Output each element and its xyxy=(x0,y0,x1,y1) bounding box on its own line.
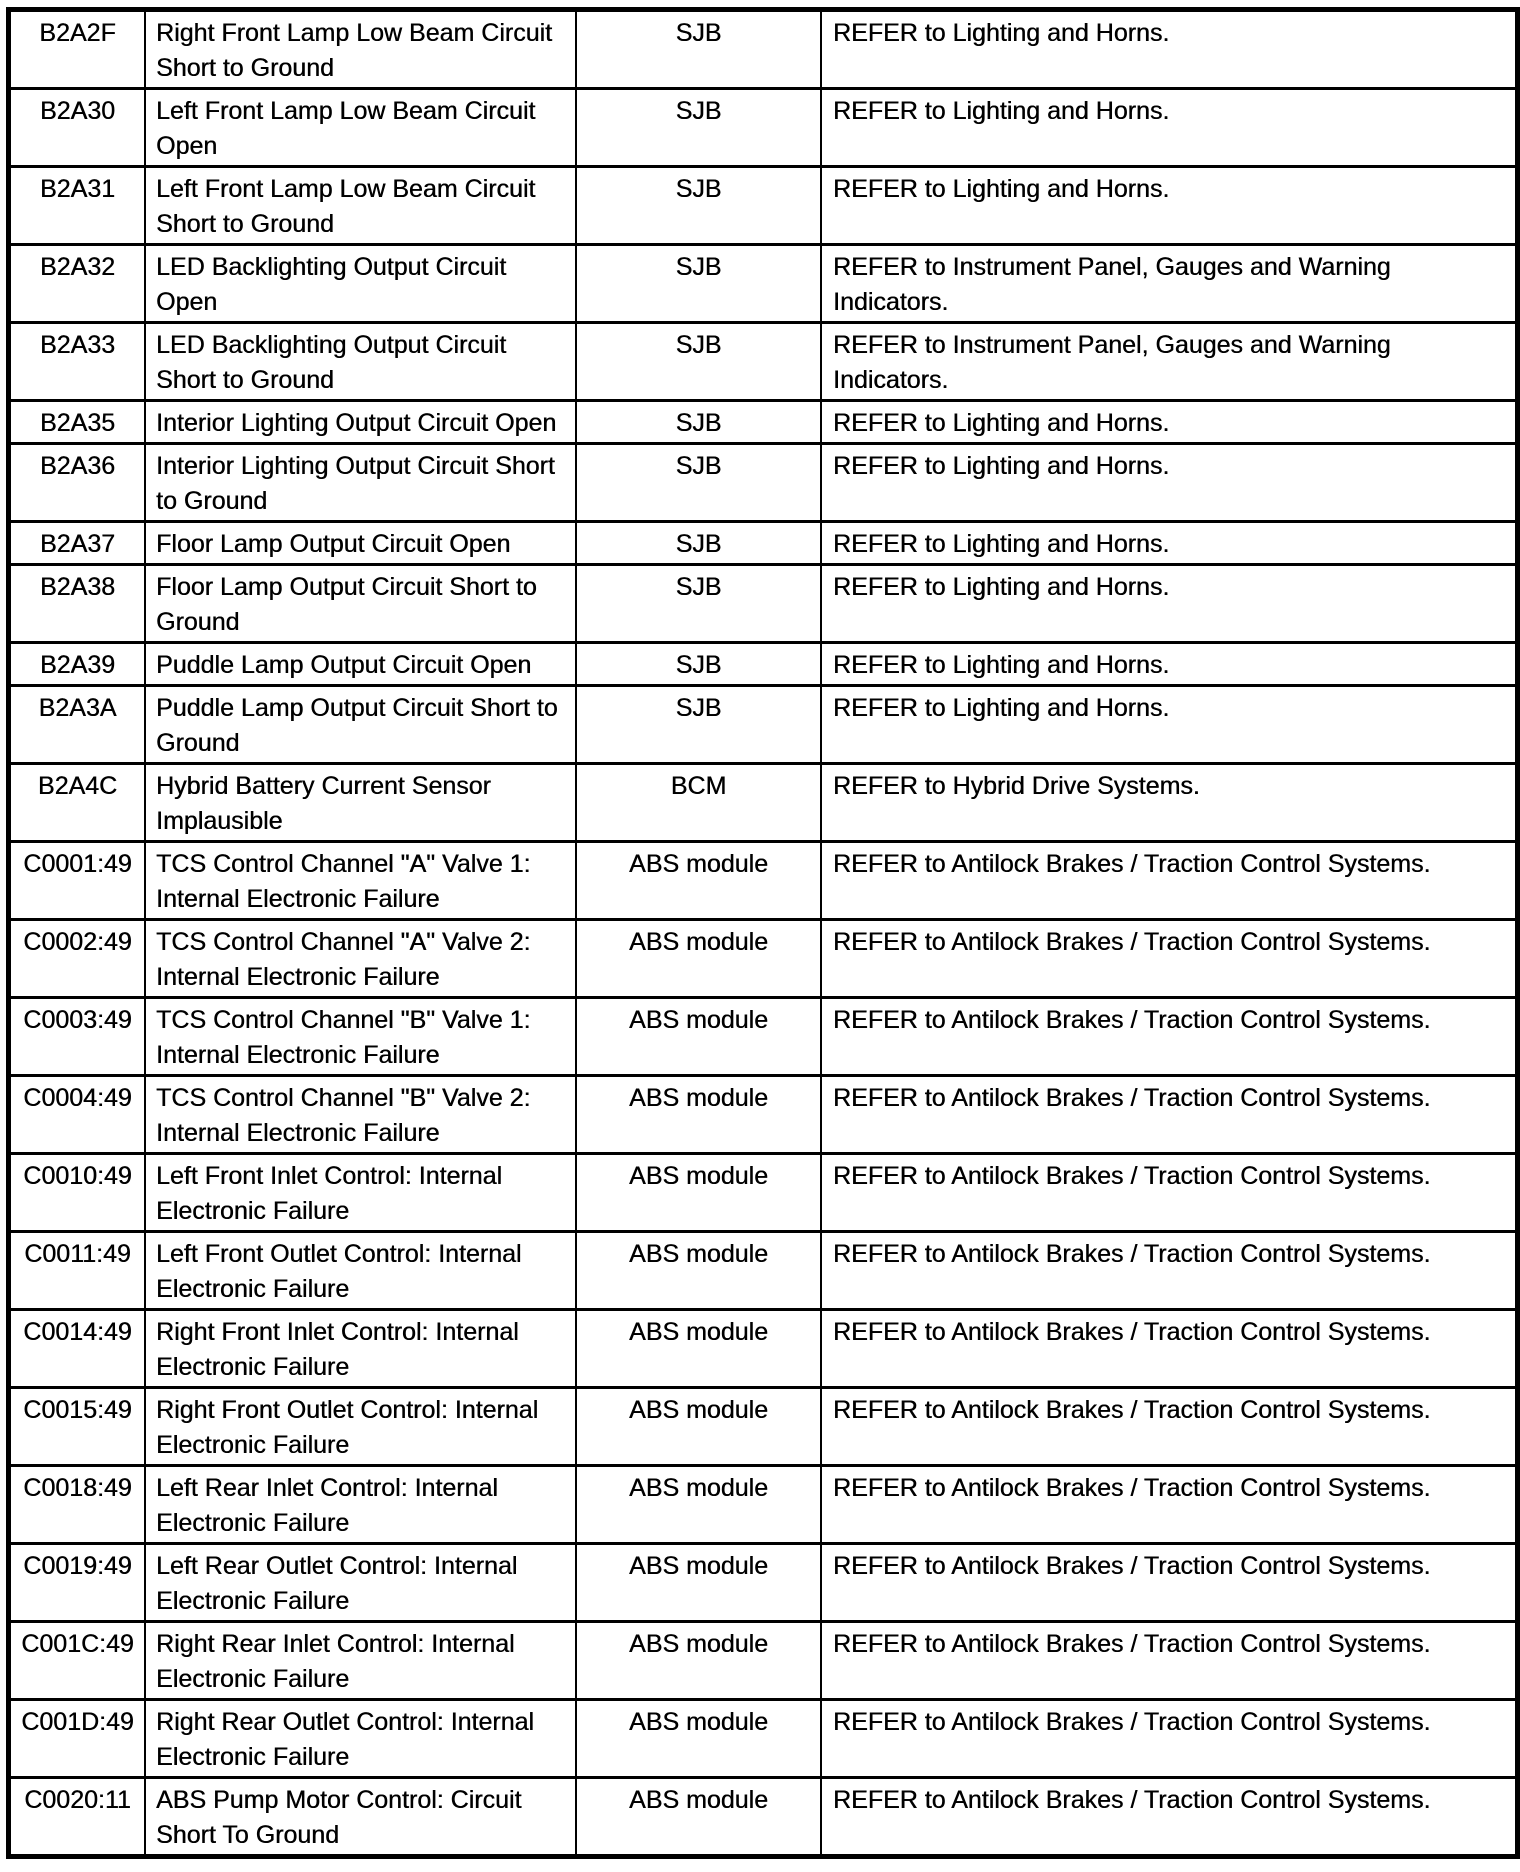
description-cell: TCS Control Channel "A" Valve 2: Internal Electronic Failure xyxy=(146,921,577,999)
table-row xyxy=(11,445,1515,523)
dtc-code-cell: B2A30 xyxy=(11,90,146,168)
dtc-code-cell: C0018:49 xyxy=(11,1467,146,1545)
table-row xyxy=(11,246,1515,324)
description-cell: Interior Lighting Output Circuit Short to Ground xyxy=(146,445,577,523)
action-cell: REFER to Antilock Brakes / Traction Control Systems. xyxy=(822,1545,1515,1623)
description-cell: Left Front Lamp Low Beam Circuit Short to Ground xyxy=(146,168,577,246)
table-row xyxy=(11,1545,1515,1623)
table-row xyxy=(11,1701,1515,1779)
table-row xyxy=(11,843,1515,921)
dtc-code-cell: B2A36 xyxy=(11,445,146,523)
action-cell: REFER to Antilock Brakes / Traction Control Systems. xyxy=(822,843,1515,921)
table-row xyxy=(11,402,1515,445)
description-cell: Right Rear Inlet Control: Internal Electronic Failure xyxy=(146,1623,577,1701)
table-row xyxy=(11,765,1515,843)
table-row xyxy=(11,324,1515,402)
module-cell: ABS module xyxy=(577,1623,822,1701)
action-cell: REFER to Antilock Brakes / Traction Control Systems. xyxy=(822,1155,1515,1233)
module-cell: ABS module xyxy=(577,921,822,999)
table-row xyxy=(11,1467,1515,1545)
module-cell: ABS module xyxy=(577,1389,822,1467)
module-cell: ABS module xyxy=(577,1779,822,1854)
action-cell: REFER to Lighting and Horns. xyxy=(822,644,1515,687)
dtc-code-cell: C0011:49 xyxy=(11,1233,146,1311)
module-cell: SJB xyxy=(577,644,822,687)
table-row xyxy=(11,90,1515,168)
action-cell: REFER to Antilock Brakes / Traction Control Systems. xyxy=(822,1623,1515,1701)
action-cell: REFER to Lighting and Horns. xyxy=(822,402,1515,445)
description-cell: Left Front Lamp Low Beam Circuit Open xyxy=(146,90,577,168)
module-cell: SJB xyxy=(577,168,822,246)
action-cell: REFER to Antilock Brakes / Traction Control Systems. xyxy=(833,1786,1431,1814)
module-cell: ABS module xyxy=(577,999,822,1077)
action-cell: REFER to Lighting and Horns. xyxy=(822,12,1515,90)
dtc-table-body xyxy=(11,12,1515,1854)
table-row xyxy=(11,1389,1515,1467)
action-cell: REFER to Lighting and Horns. xyxy=(822,566,1515,644)
dtc-code-cell: B2A2F xyxy=(11,12,146,90)
module-cell: SJB xyxy=(577,402,822,445)
action-cell: REFER to Antilock Brakes / Traction Control Systems. xyxy=(822,1467,1515,1545)
table-row xyxy=(11,999,1515,1077)
dtc-code-cell: C0001:49 xyxy=(11,843,146,921)
description-cell: ABS Pump Motor Control: Circuit Short To Ground xyxy=(146,1779,577,1854)
action-cell: REFER to Lighting and Horns. xyxy=(822,687,1515,765)
table-row xyxy=(11,1233,1515,1311)
dtc-code-cell: C0019:49 xyxy=(11,1545,146,1623)
dtc-code-cell: C0010:49 xyxy=(11,1155,146,1233)
dtc-code-cell: B2A3A xyxy=(11,687,146,765)
action-cell: REFER to Antilock Brakes / Traction Control Systems. xyxy=(822,1233,1515,1311)
description-cell: Left Rear Inlet Control: Internal Electronic Failure xyxy=(146,1467,577,1545)
dtc-code-cell: B2A33 xyxy=(11,324,146,402)
action-cell: REFER to Antilock Brakes / Traction Control Systems. xyxy=(822,1701,1515,1779)
dtc-code-cell: C0014:49 xyxy=(11,1311,146,1389)
dtc-code-cell: B2A4C xyxy=(11,765,146,843)
module-cell: ABS module xyxy=(577,843,822,921)
module-cell: ABS module xyxy=(577,1311,822,1389)
action-cell: REFER to Lighting and Horns. xyxy=(822,90,1515,168)
dtc-code-cell: C0004:49 xyxy=(11,1077,146,1155)
description-cell: Left Front Outlet Control: Internal Electronic Failure xyxy=(146,1233,577,1311)
table-row xyxy=(11,1077,1515,1155)
table-row xyxy=(11,644,1515,687)
table-row xyxy=(11,1623,1515,1701)
description-cell: Left Front Inlet Control: Internal Electronic Failure xyxy=(146,1155,577,1233)
action-cell: REFER to Instrument Panel, Gauges and Warning Indicators. xyxy=(822,324,1515,402)
description-cell: Puddle Lamp Output Circuit Short to Ground xyxy=(146,687,577,765)
action-cell: REFER to Antilock Brakes / Traction Control Systems. xyxy=(822,999,1515,1077)
module-cell: BCM xyxy=(577,765,822,843)
module-cell: ABS module xyxy=(577,1155,822,1233)
dtc-code-cell: B2A37 xyxy=(11,523,146,566)
module-cell: SJB xyxy=(577,324,822,402)
action-cell: REFER to Lighting and Horns. xyxy=(822,168,1515,246)
description-cell: TCS Control Channel "B" Valve 2: Internal Electronic Failure xyxy=(146,1077,577,1155)
module-cell: ABS module xyxy=(577,1545,822,1623)
action-cell: REFER to Hybrid Drive Systems. xyxy=(822,765,1515,843)
description-cell: Hybrid Battery Current Sensor Implausible xyxy=(146,765,577,843)
action-cell: REFER to Lighting and Horns. xyxy=(822,523,1515,566)
description-cell: LED Backlighting Output Circuit Open xyxy=(146,246,577,324)
description-cell: TCS Control Channel "B" Valve 1: Internal Electronic Failure xyxy=(146,999,577,1077)
table-row xyxy=(11,1311,1515,1389)
dtc-code-cell: C0003:49 xyxy=(11,999,146,1077)
action-cell: REFER to Instrument Panel, Gauges and Warning Indicators. xyxy=(822,246,1515,324)
module-cell: ABS module xyxy=(577,1701,822,1779)
table-row xyxy=(11,1155,1515,1233)
action-cell: REFER to Antilock Brakes / Traction Control Systems. xyxy=(822,1077,1515,1155)
dtc-code-cell: C001C:49 xyxy=(11,1623,146,1701)
dtc-code-cell: B2A39 xyxy=(11,644,146,687)
table-row xyxy=(11,1779,1515,1854)
description-cell: Left Rear Outlet Control: Internal Electronic Failure xyxy=(146,1545,577,1623)
description-cell: Interior Lighting Output Circuit Open xyxy=(146,402,577,445)
description-cell: LED Backlighting Output Circuit Short to Ground xyxy=(146,324,577,402)
description-cell: TCS Control Channel "A" Valve 1: Internal Electronic Failure xyxy=(146,843,577,921)
description-cell: Floor Lamp Output Circuit Short to Ground xyxy=(146,566,577,644)
table-row xyxy=(11,523,1515,566)
module-cell: SJB xyxy=(577,445,822,523)
module-cell: SJB xyxy=(577,12,822,90)
dtc-code-cell: B2A32 xyxy=(11,246,146,324)
module-cell: ABS module xyxy=(577,1233,822,1311)
action-cell: REFER to Lighting and Horns. xyxy=(822,445,1515,523)
module-cell: SJB xyxy=(577,246,822,324)
description-cell: Right Front Outlet Control: Internal Electronic Failure xyxy=(146,1389,577,1467)
dtc-code-cell: B2A38 xyxy=(11,566,146,644)
description-cell: Puddle Lamp Output Circuit Open xyxy=(146,644,577,687)
dtc-code-cell: C0020:11 xyxy=(11,1779,146,1854)
dtc-code-cell: C001D:49 xyxy=(11,1701,146,1779)
action-cell: REFER to Antilock Brakes / Traction Control Systems. xyxy=(822,1311,1515,1389)
table-row xyxy=(11,921,1515,999)
description-cell: Floor Lamp Output Circuit Open xyxy=(146,523,577,566)
dtc-code-cell: C0002:49 xyxy=(11,921,146,999)
table-row xyxy=(11,566,1515,644)
module-cell: ABS module xyxy=(577,1467,822,1545)
table-row xyxy=(11,687,1515,765)
dtc-code-cell: B2A35 xyxy=(11,402,146,445)
module-cell: SJB xyxy=(577,566,822,644)
description-cell: Right Rear Outlet Control: Internal Electronic Failure xyxy=(146,1701,577,1779)
action-cell: REFER to Antilock Brakes / Traction Control Systems. xyxy=(822,1389,1515,1467)
table-row xyxy=(11,12,1515,90)
module-cell: SJB xyxy=(577,687,822,765)
description-cell: Right Front Lamp Low Beam Circuit Short to Ground xyxy=(146,12,577,90)
dtc-code-cell: B2A31 xyxy=(11,168,146,246)
dtc-code-cell: C0015:49 xyxy=(11,1389,146,1467)
module-cell: ABS module xyxy=(577,1077,822,1155)
action-cell: REFER to Antilock Brakes / Traction Control Systems. xyxy=(822,921,1515,999)
description-cell: Right Front Inlet Control: Internal Electronic Failure xyxy=(146,1311,577,1389)
module-cell: SJB xyxy=(577,90,822,168)
dtc-table xyxy=(6,7,1520,1859)
module-cell: SJB xyxy=(577,523,822,566)
table-row xyxy=(11,168,1515,246)
